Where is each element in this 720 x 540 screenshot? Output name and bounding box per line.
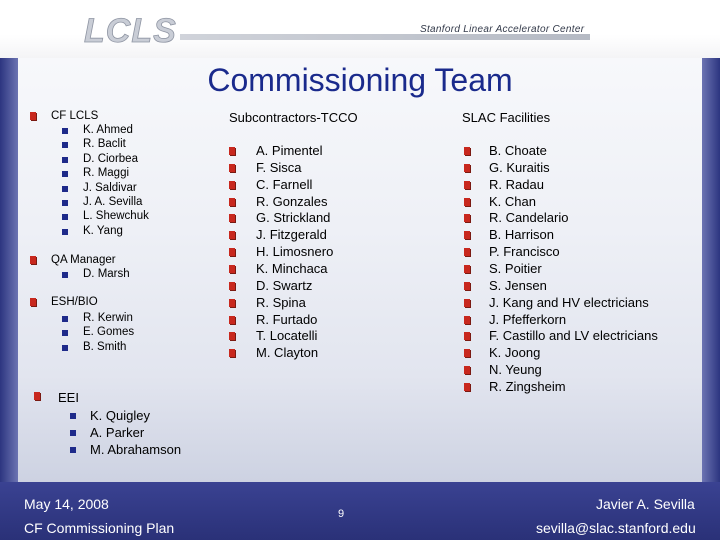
item-bullet bbox=[229, 147, 235, 155]
list-item: N. Yeung bbox=[489, 362, 542, 378]
list-item: R. Maggi bbox=[83, 167, 130, 180]
footer-date: May 14, 2008 bbox=[24, 496, 109, 512]
list-item: R. Spina bbox=[256, 294, 306, 310]
lcls-logo bbox=[80, 10, 180, 52]
list-item: G. Kuraitis bbox=[489, 159, 550, 175]
list-item: A. Parker bbox=[90, 425, 145, 440]
list-item: R. Gonzales bbox=[256, 193, 328, 209]
list-item: R. Radau bbox=[489, 176, 544, 192]
qa-manager-heading: QA Manager bbox=[51, 254, 116, 266]
item-bullet bbox=[464, 164, 470, 172]
item-bullet bbox=[62, 200, 68, 206]
item-bullet bbox=[464, 316, 470, 324]
list-item: G. Strickland bbox=[256, 210, 331, 226]
item-bullet bbox=[464, 147, 470, 155]
slac-facilities-heading: SLAC Facilities bbox=[462, 110, 551, 125]
item-bullet bbox=[62, 128, 68, 134]
item-bullet bbox=[464, 383, 470, 391]
footer-plan: CF Commissioning Plan bbox=[24, 520, 175, 536]
list-item: P. Francisco bbox=[489, 244, 560, 260]
item-bullet bbox=[229, 299, 235, 307]
item-bullet bbox=[62, 142, 68, 148]
item-bullet bbox=[464, 231, 470, 239]
item-bullet bbox=[62, 171, 68, 177]
item-bullet bbox=[229, 231, 235, 239]
list-item: K. Yang bbox=[83, 224, 123, 237]
list-item: T. Locatelli bbox=[256, 328, 318, 344]
list-item: D. Swartz bbox=[256, 277, 313, 293]
list-item: E. Gomes bbox=[83, 326, 135, 339]
list-item: J. Pfefferkorn bbox=[489, 311, 567, 327]
section-bullet bbox=[34, 392, 40, 400]
list-item: S. Poitier bbox=[489, 260, 542, 276]
section-bullet bbox=[30, 112, 36, 120]
list-item: J. Kang and HV electricians bbox=[489, 294, 649, 310]
footer-email: sevilla@slac.stanford.edu bbox=[536, 520, 696, 536]
list-item: K. Quigley bbox=[90, 408, 150, 423]
page-title: Commissioning Team bbox=[207, 62, 513, 98]
footer-author: Javier A. Sevilla bbox=[596, 496, 695, 512]
item-bullet bbox=[464, 181, 470, 189]
item-bullet bbox=[464, 299, 470, 307]
list-item: D. Marsh bbox=[83, 268, 130, 280]
item-bullet bbox=[62, 229, 68, 235]
item-bullet bbox=[62, 186, 68, 192]
list-item: K. Chan bbox=[489, 193, 536, 209]
item-bullet bbox=[229, 332, 235, 340]
list-item: J. Fitzgerald bbox=[256, 227, 327, 243]
item-bullet bbox=[464, 349, 470, 357]
footer-bar bbox=[0, 482, 720, 540]
item-bullet bbox=[464, 248, 470, 256]
item-bullet bbox=[229, 164, 235, 172]
slide-left-border bbox=[0, 58, 18, 482]
item-bullet bbox=[70, 413, 76, 419]
list-item: C. Farnell bbox=[256, 176, 313, 192]
item-bullet bbox=[229, 248, 235, 256]
item-bullet bbox=[464, 198, 470, 206]
item-bullet bbox=[70, 447, 76, 453]
item-bullet bbox=[229, 214, 235, 222]
list-item: D. Ciorbea bbox=[83, 152, 138, 165]
item-bullet bbox=[62, 345, 68, 351]
item-bullet bbox=[464, 214, 470, 222]
list-item: R. Baclit bbox=[83, 138, 126, 151]
item-bullet bbox=[62, 316, 68, 322]
eei-heading: EEI bbox=[58, 390, 79, 405]
list-item: H. Limosnero bbox=[256, 244, 334, 260]
list-item: B. Choate bbox=[489, 143, 547, 158]
list-item: L. Shewchuk bbox=[83, 210, 149, 223]
item-bullet bbox=[464, 366, 470, 374]
esh-bio-heading: ESH/BIO bbox=[51, 296, 98, 308]
page-number: 9 bbox=[338, 508, 345, 520]
list-item: B. Smith bbox=[83, 340, 127, 353]
list-item: F. Castillo and LV electricians bbox=[489, 328, 658, 344]
item-bullet bbox=[464, 332, 470, 340]
list-item: M. Clayton bbox=[256, 345, 319, 361]
list-item: R. Kerwin bbox=[83, 312, 133, 324]
item-bullet bbox=[229, 265, 235, 273]
list-item: J. Saldivar bbox=[83, 181, 137, 194]
item-bullet bbox=[464, 265, 470, 273]
item-bullet bbox=[62, 330, 68, 336]
item-bullet bbox=[229, 316, 235, 324]
list-item: M. Abrahamson bbox=[90, 442, 182, 457]
list-item: F. Sisca bbox=[256, 159, 302, 175]
item-bullet bbox=[229, 349, 235, 357]
list-item: K. Ahmed bbox=[83, 124, 133, 136]
section-bullet bbox=[30, 256, 36, 264]
item-bullet bbox=[229, 282, 235, 290]
slide-right-border bbox=[702, 58, 720, 482]
list-item: A. Pimentel bbox=[256, 143, 323, 158]
item-bullet bbox=[464, 282, 470, 290]
item-bullet bbox=[62, 157, 68, 163]
section-bullet bbox=[30, 298, 36, 306]
list-item: S. Jensen bbox=[489, 277, 547, 293]
subcontractors-heading: Subcontractors-TCCO bbox=[229, 110, 358, 125]
list-item: K. Joong bbox=[489, 345, 541, 361]
item-bullet bbox=[62, 272, 68, 278]
list-item: R. Candelario bbox=[489, 210, 569, 226]
list-item: B. Harrison bbox=[489, 227, 555, 243]
list-item: K. Minchaca bbox=[256, 260, 328, 276]
item-bullet bbox=[229, 198, 235, 206]
item-bullet bbox=[70, 430, 76, 436]
list-item: J. A. Sevilla bbox=[83, 196, 143, 208]
logo-text: LCLS bbox=[84, 12, 177, 50]
list-item: R. Zingsheim bbox=[489, 378, 566, 394]
item-bullet bbox=[229, 181, 235, 189]
list-item: R. Furtado bbox=[256, 311, 318, 327]
item-bullet bbox=[62, 214, 68, 220]
cf-lcls-heading: CF LCLS bbox=[51, 110, 99, 122]
affiliation-text: Stanford Linear Accelerator Center bbox=[420, 24, 585, 35]
